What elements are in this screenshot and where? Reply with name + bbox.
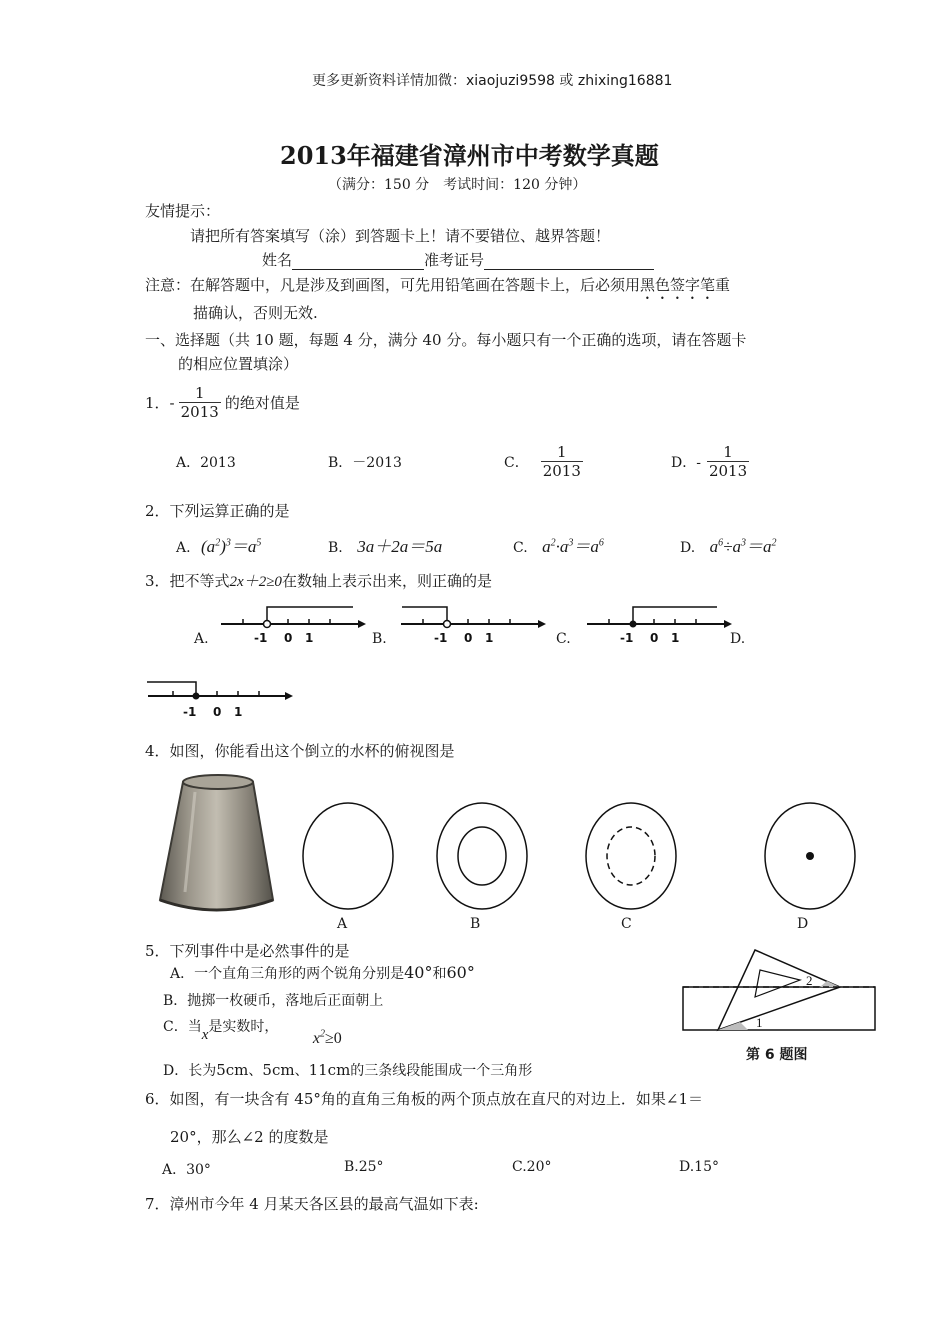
q2-option-c[interactable] [513,532,604,557]
q5-option-b[interactable]: B．抛掷一枚硬币，落地后正面朝上 [163,993,384,1009]
q3-option-a-label[interactable]: A. [194,631,209,647]
header-note: 更多更新资料详情加微：xiaojuzi9598 或 zhixing16881 [312,73,673,89]
q3-number-line-a[interactable] [218,600,368,645]
q1-fraction [179,384,221,421]
tick-label: 1 [234,705,243,719]
notice-prefix: 注意：在解答题中，凡是涉及到画图，可先用铅笔画在答题卡上，后必须用 [145,276,641,294]
q4-option-c-figure[interactable] [583,800,679,912]
q4-label-c: C [621,916,632,932]
q5-d-v2: 5cm [262,1061,295,1079]
q2-a-rhs: ＝a [230,537,257,556]
q3-expr: 2x＋2≥0 [229,574,282,590]
q5-d-text2: 的三条线段能围成一个三角形 [350,1063,533,1079]
q2-d-e2: 3 [740,537,746,549]
q1-option-c[interactable] [504,443,583,480]
name-blank [292,253,424,270]
q3-number-line-c[interactable] [584,600,734,645]
notice-emphasis: 黑色签字笔 [640,276,716,294]
figure-6-ruler-triangle [680,945,880,1035]
q1-prefix: 1．- [145,394,175,412]
page-title: 2013年福建省漳州市中考数学真题 [280,141,659,170]
q1-frac-num: 1 [194,384,205,402]
q7-stem: 7．漳州市今年 4 月某天各区县的最高气温如下表: [145,1195,479,1213]
q4-label-b: B [470,916,481,932]
figure-6-caption: 第 6 题图 [746,1047,808,1063]
angle-1-label: 1 [756,1015,763,1030]
q5-d-v3: 11cm [308,1061,351,1079]
q2-c-e1: 2 [550,537,556,549]
q3-option-c-label[interactable]: C. [556,631,571,647]
q4-label-d: D [797,916,809,932]
q2-a-label: A. [176,540,191,556]
exam-no-label: 准考证号 [424,251,485,269]
notice-line2: 描确认，否则无效. [193,304,318,322]
q2-option-b[interactable] [328,532,442,557]
q2-b-expr: 3a＋2a＝5a [357,537,443,556]
q2-a-exp1: 2 [215,537,221,549]
name-label: 姓名 [262,251,293,269]
tips-line: 请把所有答案填写（涂）到答题卡上！请不要错位、越界答题！ [190,227,611,245]
q5-d-sep2: 、 [294,1063,309,1079]
inverted-cup-image [155,772,280,922]
q2-option-a[interactable] [176,532,261,557]
q2-c-a: a [542,537,551,556]
q3-stem [145,570,492,591]
q6-stem-line1: 6．如图，有一块含有 45°角的直角三角板的两个顶点放在直尺的对边上．如果∠1＝ [145,1090,704,1108]
q5-c-text2: 是实数时， [208,1019,279,1035]
q4-option-b-figure[interactable] [434,800,530,912]
q3-option-b-label[interactable]: B. [372,631,387,647]
q4-option-d-figure[interactable] [762,800,858,912]
q2-a-rhs-exp: 5 [256,537,262,549]
tick-label: -1 [620,631,634,645]
q2-c-rhs: ＝a [573,537,599,556]
q2-a-close: ) [220,537,226,556]
q5-option-d[interactable] [163,1060,532,1080]
q5-a-and: 和 [432,966,447,982]
q1-c-fraction [541,443,583,480]
q2-d-e3: 2 [771,537,777,549]
q3-number-line-b[interactable] [398,600,553,645]
q2-d-a: a [709,537,719,556]
q5-c-text1: C．当 [163,1019,202,1035]
q5-c-expr-exp: 2 [319,1028,325,1040]
q1-option-a[interactable]: A．2013 [176,455,236,471]
q1-d-num: 1 [723,443,733,461]
q5-a-v2: 60° [446,963,475,982]
q1-suffix: 的绝对值是 [224,394,300,412]
q6-option-a[interactable]: A．30° [162,1162,211,1178]
q2-c-e2: 3 [568,537,574,549]
q2-b-label: B. [328,540,343,556]
q5-d-v1: 5cm [216,1061,249,1079]
q2-d-mid: ÷a [723,537,741,556]
notice-suffix: 重 [715,276,731,294]
angle-2-label: 2 [806,973,813,988]
q2-a-base: (a [201,537,216,556]
q2-a-expr [201,537,261,556]
tick-label: 0 [284,631,293,645]
q1-option-d[interactable] [671,443,749,480]
q1-d-label: D．- [671,454,701,471]
q1-stem [145,384,300,421]
notice [145,274,730,303]
q1-c-num: 1 [557,443,567,461]
tick-label: 0 [213,705,222,719]
candidate-fields [262,249,654,270]
q2-stem: 2．下列运算正确的是 [145,502,290,520]
q5-d-text1: D．长为 [163,1063,217,1079]
tick-label: 0 [650,631,659,645]
q2-d-rhs: ＝a [745,537,772,556]
q5-option-c[interactable] [163,1016,342,1047]
q5-c-expr [313,1030,342,1047]
q2-d-expr [710,537,777,556]
tips-title: 友情提示： [145,202,221,220]
q2-c-e3: 6 [598,537,604,549]
page-subtitle: （满分：150 分 考试时间：120 分钟） [328,177,587,193]
q5-a-text: A．一个直角三角形的两个锐角分别是 [170,966,405,982]
q5-c-expr-base: x [312,1030,320,1047]
tick-label: -1 [183,705,197,719]
q4-option-a-figure[interactable] [300,800,396,912]
tick-label: 1 [485,631,494,645]
tick-label: -1 [254,631,268,645]
q3-option-d-label[interactable]: D. [730,631,746,647]
q5-d-sep1: 、 [248,1063,263,1079]
section1-heading: 一、选择题（共 10 题，每题 4 分，满分 40 分。每小题只有一个正确的选项，请在答题卡 [145,331,747,349]
q3-prefix: 3．把不等式 [145,572,230,590]
q2-c-expr [542,537,604,556]
q6-option-b[interactable]: B.25° [344,1159,384,1175]
q1-c-den: 2013 [542,462,581,480]
q5-stem: 5．下列事件中是必然事件的是 [145,942,350,960]
q1-c-label: C． [504,454,529,471]
tick-label: -1 [434,631,448,645]
q2-c-mid: ·a [555,537,569,556]
q2-d-e1: 6 [718,537,724,549]
q6-option-c[interactable]: C.20° [512,1159,552,1175]
tick-label: 1 [671,631,680,645]
section1-heading-line2: 的相应位置填涂） [178,355,299,373]
q4-stem: 4．如图，你能看出这个倒立的水杯的俯视图是 [145,742,455,760]
q4-label-a: A [337,916,348,932]
q6-stem-line2: 20°，那么∠2 的度数是 [170,1128,329,1146]
q5-a-v1: 40° [404,963,433,982]
q1-d-fraction [707,443,749,480]
tick-label: 0 [464,631,473,645]
exam-no-blank [484,253,654,270]
q2-option-d[interactable] [680,532,776,557]
tick-label: 1 [305,631,314,645]
q6-option-d[interactable]: D.15° [679,1159,719,1175]
q2-d-label: D. [680,540,696,556]
q2-c-label: C. [513,540,528,556]
q3-number-line-d[interactable] [145,672,295,720]
q1-d-den: 2013 [708,462,748,480]
q1-option-b[interactable]: B．－2013 [328,455,402,471]
q3-suffix: 在数轴上表示出来，则正确的是 [281,572,492,590]
q1-frac-den: 2013 [180,403,219,421]
q5-c-x: x [201,1027,209,1043]
q2-a-exp2: 3 [225,537,231,549]
q5-c-expr-rel: ≥0 [324,1030,342,1047]
q5-option-a[interactable] [170,963,475,983]
